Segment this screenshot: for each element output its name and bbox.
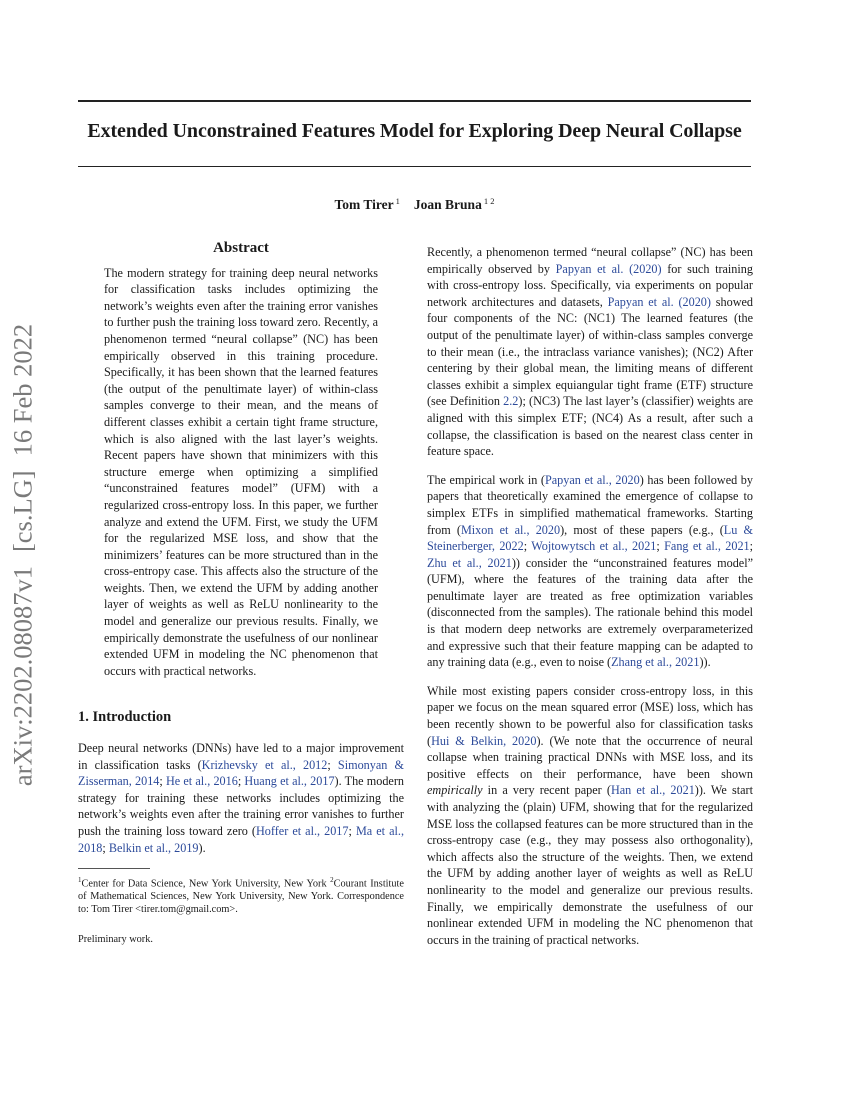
citation-link[interactable]: Papyan et al. (2020) (607, 294, 711, 309)
citation-link[interactable]: Hoffer et al., 2017 (256, 824, 349, 838)
citation-link[interactable]: Belkin et al., 2019 (108, 840, 199, 855)
citation-link[interactable]: Hui & Belkin, 2020 (431, 733, 537, 748)
author-name: Joan Bruna (413, 197, 482, 212)
citation-link[interactable]: Papyan et al. (2020) (555, 261, 662, 276)
citation-link[interactable]: Mixon et al., 2020 (460, 522, 561, 537)
title-top-rule (78, 100, 751, 102)
author-name: Tom Tirer (334, 197, 394, 212)
definition-link[interactable]: 2.2 (503, 394, 519, 409)
author-affiliation: 1 (395, 196, 400, 206)
right-column (427, 244, 753, 948)
paper-title: Extended Unconstrained Features Model for Exploring Deep Neural Collapse (87, 120, 742, 142)
body-paragraph: While most existing papers consider cross-entropy loss, in this paper we focus on the mean squared error (MSE) loss, which has been recently shown to be powerful also for classification tasks (Hui & Belkin, 2020). (We note that the occurrence of neural collapse when training practical DNNs with MSE loss, and its positive effects on their performance, have been shown empirically in a very recent paper (Han et al., 2021)). We start with analyzing the (plain) UFM, showing that for the regularized MSE loss the collapsed features can be more structured than in the cross-entropy case (e.g., they may possess also orthogonality), which affects also the structure of the weights. Then, we extend the UFM by adding another layer of weights as well as ReLU nonlinearity to the model and generalize our previous results. Finally, we empirically demonstrate the usefulness of our nonlinear extended UFM in modeling the NC phenomenon that occurs in the training of practical networks. (427, 683, 754, 947)
citation-link[interactable]: Zhu et al., 2021 (427, 555, 512, 570)
citation-link[interactable]: Han et al., 2021 (610, 783, 695, 798)
arxiv-date: 16 Feb 2022 (7, 323, 38, 457)
title-bottom-rule (78, 166, 751, 167)
abstract-text: The modern strategy for training deep neural networks for classification tasks includes optimizing the network’s weights even after the training error vanishes to further push the training loss toward zero. Recently, a phenomenon termed “neural collapse” (NC) has been empirically observed in this training procedure. Specifically, it has been shown that the learned features (the output of the penultimate layer) of within-class samples converge to their mean, and the means of different classes exhibit a certain tight frame structure, which is also aligned with the last layer’s weights. Recent papers have shown that minimizers with this structure emerge when optimizing a simplified “unconstrained features model” (UFM) with a regularized cross-entropy loss. In this paper, we further analyze and extend the UFM. First, we study the UFM for the regularized MSE loss, and show that the minimizers’ features can be more structured than in the cross-entropy case. This affects also the structure of the weights. Then, we extend the UFM by adding another layer of weights as well as ReLU nonlinearity to the model and generalize our previous results. Finally, we empirically demonstrate the usefulness of our nonlinear extended UFM in modeling the NC phenomenon that occurs with practical networks. (104, 265, 378, 678)
footnote-divider (78, 868, 150, 869)
intro-paragraph: Deep neural networks (DNNs) have led to a major improvement in classification tasks (Krizhevsky et al., 2012; Simonyan & Zisserman, 2014; He et al., 2016; Huang et al., 2017). The modern strategy for training these networks includes optimizing the network’s weights even after the training error vanishes to further push the training loss toward zero (Hoffer et al., 2017; Ma et al., 2018; Belkin et al., 2019). (78, 741, 404, 855)
citation-link[interactable]: Lu & Steinerberger, 2022 (427, 522, 753, 554)
abstract-heading: Abstract (213, 240, 269, 256)
citation-link[interactable]: Krizhevsky et al., 2012 (201, 757, 328, 772)
citation-link[interactable]: Zhang et al., 2021 (611, 655, 700, 670)
citation-link[interactable]: Papyan et al., 2020 (544, 472, 640, 487)
citation-link[interactable]: Fang et al., 2021 (664, 539, 750, 554)
affiliation-footnote: $^1$Center for Data Science, New York University, New York $^2$Courant Institute of Mathematical Sciences, New York University, New York. Correspondence to: Tom Tirer <tirer.tom@gmail.com>. (78, 876, 404, 915)
arxiv-id[interactable]: arXiv:2202.08087v1 (7, 566, 38, 787)
citation-link[interactable]: He et al., 2016 (165, 774, 238, 789)
citation-link[interactable]: Ma et al., 2018 (78, 824, 404, 855)
body-paragraph: Recently, a phenomenon termed “neural collapse” (NC) has been empirically observed by Papyan et al. (2020) for such training with cross-entropy loss. Specifically, via experiments on popular network architectures and datasets, Papyan et al. (2020) showed four components of the NC: (NC1) The learned features (the output of the penultimate layer) of within-class samples converge to their mean (i.e., the intraclass variance vanishes); (NC2) After centering by their global mean, the limiting means of different classes exhibit a simplex equiangular tight frame (ETF) structure (see Definition 2.2); (NC3) The last layer’s (classifier) weights are aligned with this simplex ETF; (NC4) As a result, after such a collapse, the classification is based on the nearest class center in feature space. (427, 245, 753, 459)
citation-link[interactable]: Simonyan & Zisserman, 2014 (78, 757, 404, 789)
author-affiliation: 1 2 (483, 196, 495, 206)
body-paragraph: The empirical work in (Papyan et al., 2020) has been followed by papers that theoretically examined the emergence of collapse to simplex ETFs in simplified mathematical frameworks. Starting from (Mixon et al., 2020), most of these papers (e.g., (Lu & Steinerberger, 2022; Wojtowytsch et al., 2021; Fang et al., 2021; Zhu et al., 2021)) consider the “unconstrained features model” (UFM), where the features of the training data after the penultimate layer are treated as free optimization variables (disconnected from the samples). The rationale behind this model is that modern deep networks are extremely overparameterized and expressive such that their feature mapping can be adapted to any training data (e.g., even to noise (Zhang et al., 2021)). (427, 472, 754, 670)
preliminary-note: Preliminary work. (78, 934, 153, 946)
left-column (78, 240, 404, 949)
arxiv-category: [cs.LG] (7, 470, 38, 553)
citation-link[interactable]: Huang et al., 2017 (244, 774, 335, 789)
citation-link[interactable]: Wojtowytsch et al., 2021 (531, 539, 657, 554)
arxiv-sidebar (6, 298, 40, 798)
author-list (78, 196, 751, 213)
arxiv-stamp (8, 310, 39, 786)
section-heading-introduction: 1. Introduction (78, 709, 172, 726)
